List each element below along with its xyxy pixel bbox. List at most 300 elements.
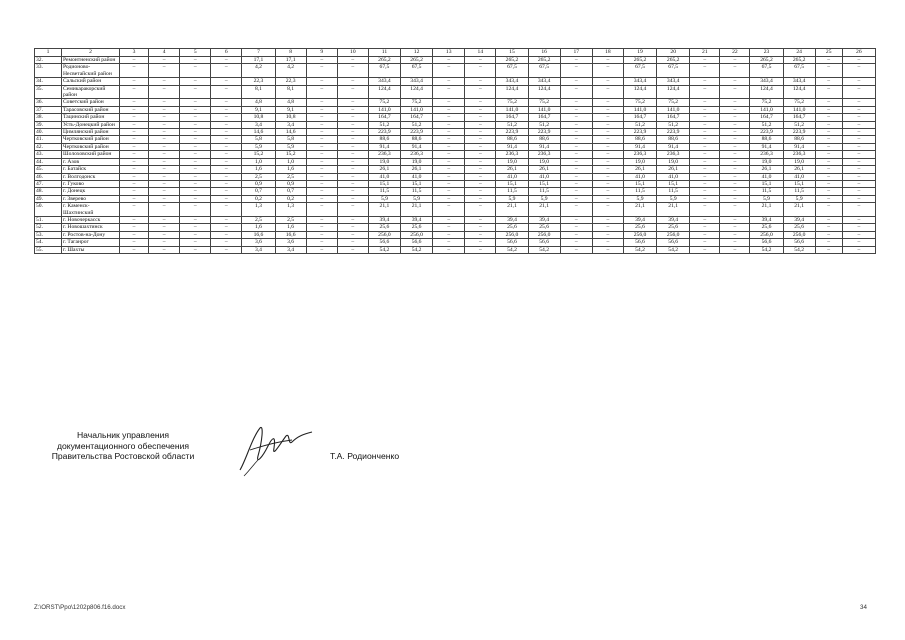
empty-cell: – <box>306 216 337 223</box>
empty-cell: – <box>690 216 720 223</box>
column-header: 15 <box>496 49 528 57</box>
empty-cell: – <box>560 78 592 85</box>
value-cell: 91,4 <box>528 143 560 150</box>
empty-cell: – <box>720 78 750 85</box>
empty-cell: – <box>211 188 242 195</box>
table-row <box>35 195 876 202</box>
value-cell: 91,4 <box>657 143 690 150</box>
value-cell: 236,3 <box>368 151 400 158</box>
empty-cell: – <box>465 78 496 85</box>
municipality-name: г. Зверево <box>61 195 119 202</box>
empty-cell: – <box>592 216 623 223</box>
municipality-name: Сальский район <box>61 78 119 85</box>
empty-cell: – <box>842 64 875 78</box>
column-header: 18 <box>592 49 623 57</box>
municipality-name: Родионово-Несветайский район <box>61 64 119 78</box>
empty-cell: – <box>690 57 720 64</box>
empty-cell: – <box>306 85 337 99</box>
empty-cell: – <box>211 85 242 99</box>
empty-cell: – <box>306 180 337 187</box>
value-cell: 19,0 <box>368 158 400 165</box>
value-cell: 141,0 <box>657 106 690 113</box>
column-header: 14 <box>465 49 496 57</box>
value-cell: 124,4 <box>528 85 560 99</box>
row-number: 45. <box>35 166 62 173</box>
empty-cell: – <box>690 188 720 195</box>
empty-cell: – <box>815 224 842 231</box>
empty-cell: – <box>592 143 623 150</box>
table-row <box>35 143 876 150</box>
empty-cell: – <box>842 216 875 223</box>
row-number: 54. <box>35 239 62 246</box>
value-cell: 256,0 <box>368 231 400 238</box>
empty-cell: – <box>842 78 875 85</box>
value-cell: 25,6 <box>623 224 656 231</box>
empty-cell: – <box>720 216 750 223</box>
municipality-name: г. Гуково <box>61 180 119 187</box>
empty-cell: – <box>560 129 592 136</box>
empty-cell: – <box>465 166 496 173</box>
value-cell: 41,0 <box>623 173 656 180</box>
empty-cell: – <box>211 180 242 187</box>
value-cell: 256,0 <box>496 231 528 238</box>
value-cell: 223,9 <box>783 129 815 136</box>
municipality-name: Усть-Донецкий район <box>61 121 119 128</box>
empty-cell: – <box>592 173 623 180</box>
empty-cell: – <box>720 129 750 136</box>
value-cell: 164,7 <box>750 114 783 121</box>
empty-cell: – <box>842 57 875 64</box>
value-cell: 141,0 <box>750 106 783 113</box>
empty-cell: – <box>120 121 149 128</box>
row-number: 40. <box>35 129 62 136</box>
value-cell: 56,6 <box>750 239 783 246</box>
empty-cell: – <box>180 173 211 180</box>
value-cell: 343,4 <box>623 78 656 85</box>
value-cell: 67,5 <box>623 64 656 78</box>
empty-cell: – <box>306 173 337 180</box>
empty-cell: – <box>842 231 875 238</box>
value-cell: 265,2 <box>496 57 528 64</box>
empty-cell: – <box>149 239 180 246</box>
value-cell: 56,6 <box>368 239 400 246</box>
empty-cell: – <box>306 231 337 238</box>
table-row <box>35 246 876 253</box>
value-cell: 11,5 <box>496 188 528 195</box>
table-row <box>35 57 876 64</box>
value-cell: 2,5 <box>242 216 275 223</box>
value-cell: 54,2 <box>401 246 433 253</box>
value-cell: 67,5 <box>783 64 815 78</box>
empty-cell: – <box>180 106 211 113</box>
empty-cell: – <box>465 231 496 238</box>
empty-cell: – <box>211 57 242 64</box>
value-cell: 19,0 <box>783 158 815 165</box>
table-row <box>35 158 876 165</box>
value-cell: 21,1 <box>750 203 783 217</box>
value-cell: 39,4 <box>401 216 433 223</box>
empty-cell: – <box>465 99 496 106</box>
empty-cell: – <box>465 114 496 121</box>
value-cell: 5,9 <box>623 195 656 202</box>
table-row <box>35 180 876 187</box>
value-cell: 26,1 <box>623 166 656 173</box>
empty-cell: – <box>815 136 842 143</box>
empty-cell: – <box>433 224 465 231</box>
value-cell: 4,2 <box>242 64 275 78</box>
value-cell: 51,2 <box>750 121 783 128</box>
empty-cell: – <box>211 114 242 121</box>
table-row <box>35 78 876 85</box>
value-cell: 8,1 <box>275 85 306 99</box>
empty-cell: – <box>180 195 211 202</box>
value-cell: 54,2 <box>657 246 690 253</box>
value-cell: 0,9 <box>275 180 306 187</box>
empty-cell: – <box>120 151 149 158</box>
empty-cell: – <box>690 180 720 187</box>
empty-cell: – <box>306 136 337 143</box>
empty-cell: – <box>433 180 465 187</box>
value-cell: 26,1 <box>528 166 560 173</box>
empty-cell: – <box>592 231 623 238</box>
column-header: 23 <box>750 49 783 57</box>
empty-cell: – <box>690 239 720 246</box>
empty-cell: – <box>560 136 592 143</box>
empty-cell: – <box>337 151 368 158</box>
value-cell: 141,0 <box>496 106 528 113</box>
empty-cell: – <box>433 136 465 143</box>
empty-cell: – <box>690 246 720 253</box>
value-cell: 4,2 <box>275 64 306 78</box>
value-cell: 26,1 <box>368 166 400 173</box>
empty-cell: – <box>592 106 623 113</box>
column-header: 25 <box>815 49 842 57</box>
table-row <box>35 203 876 217</box>
column-header: 12 <box>401 49 433 57</box>
value-cell: 236,3 <box>528 151 560 158</box>
row-number: 48. <box>35 188 62 195</box>
value-cell: 236,3 <box>657 151 690 158</box>
value-cell: 11,5 <box>528 188 560 195</box>
column-header: 20 <box>657 49 690 57</box>
column-header: 11 <box>368 49 400 57</box>
empty-cell: – <box>690 143 720 150</box>
empty-cell: – <box>180 216 211 223</box>
empty-cell: – <box>690 114 720 121</box>
table-row <box>35 151 876 158</box>
value-cell: 3,4 <box>275 121 306 128</box>
empty-cell: – <box>815 195 842 202</box>
value-cell: 223,9 <box>657 129 690 136</box>
value-cell: 15,1 <box>783 180 815 187</box>
empty-cell: – <box>433 85 465 99</box>
value-cell: 51,2 <box>401 121 433 128</box>
empty-cell: – <box>180 166 211 173</box>
table-row <box>35 173 876 180</box>
column-header: 1 <box>35 49 62 57</box>
empty-cell: – <box>180 158 211 165</box>
empty-cell: – <box>149 195 180 202</box>
value-cell: 141,0 <box>783 106 815 113</box>
empty-cell: – <box>120 224 149 231</box>
empty-cell: – <box>592 136 623 143</box>
empty-cell: – <box>149 203 180 217</box>
empty-cell: – <box>433 106 465 113</box>
municipality-name: Цимлянский район <box>61 129 119 136</box>
empty-cell: – <box>337 231 368 238</box>
empty-cell: – <box>120 143 149 150</box>
empty-cell: – <box>306 114 337 121</box>
value-cell: 41,0 <box>783 173 815 180</box>
empty-cell: – <box>815 64 842 78</box>
empty-cell: – <box>180 188 211 195</box>
value-cell: 265,2 <box>623 57 656 64</box>
municipality-name: г. Таганрог <box>61 239 119 246</box>
value-cell: 265,2 <box>401 57 433 64</box>
empty-cell: – <box>842 224 875 231</box>
empty-cell: – <box>560 99 592 106</box>
value-cell: 5,9 <box>401 195 433 202</box>
empty-cell: – <box>120 64 149 78</box>
empty-cell: – <box>337 203 368 217</box>
row-number: 32. <box>35 57 62 64</box>
value-cell: 1,6 <box>242 166 275 173</box>
empty-cell: – <box>433 231 465 238</box>
value-cell: 141,0 <box>368 106 400 113</box>
empty-cell: – <box>306 224 337 231</box>
empty-cell: – <box>560 195 592 202</box>
handwritten-signature-icon <box>232 420 316 480</box>
value-cell: 15,1 <box>657 180 690 187</box>
empty-cell: – <box>211 158 242 165</box>
empty-cell: – <box>465 106 496 113</box>
empty-cell: – <box>149 158 180 165</box>
empty-cell: – <box>211 136 242 143</box>
page-number: 34 <box>860 604 867 611</box>
value-cell: 41,0 <box>528 173 560 180</box>
value-cell: 67,5 <box>750 64 783 78</box>
empty-cell: – <box>149 64 180 78</box>
empty-cell: – <box>592 85 623 99</box>
empty-cell: – <box>149 121 180 128</box>
value-cell: 91,4 <box>368 143 400 150</box>
empty-cell: – <box>149 188 180 195</box>
empty-cell: – <box>815 85 842 99</box>
empty-cell: – <box>433 143 465 150</box>
empty-cell: – <box>842 180 875 187</box>
value-cell: 141,0 <box>528 106 560 113</box>
empty-cell: – <box>842 203 875 217</box>
empty-cell: – <box>842 129 875 136</box>
column-header: 17 <box>560 49 592 57</box>
empty-cell: – <box>592 224 623 231</box>
signatory-name: Т.А. Родионченко <box>330 451 400 461</box>
empty-cell: – <box>211 129 242 136</box>
value-cell: 15,2 <box>275 151 306 158</box>
empty-cell: – <box>120 188 149 195</box>
empty-cell: – <box>842 106 875 113</box>
value-cell: 19,0 <box>401 158 433 165</box>
value-cell: 67,5 <box>528 64 560 78</box>
empty-cell: – <box>337 114 368 121</box>
value-cell: 256,0 <box>401 231 433 238</box>
empty-cell: – <box>180 246 211 253</box>
value-cell: 223,9 <box>528 129 560 136</box>
value-cell: 124,4 <box>368 85 400 99</box>
column-header: 6 <box>211 49 242 57</box>
empty-cell: – <box>433 121 465 128</box>
empty-cell: – <box>690 121 720 128</box>
empty-cell: – <box>306 106 337 113</box>
value-cell: 5,9 <box>783 195 815 202</box>
empty-cell: – <box>720 239 750 246</box>
value-cell: 343,4 <box>657 78 690 85</box>
value-cell: 75,2 <box>401 99 433 106</box>
municipality-name: Чертковский район <box>61 143 119 150</box>
value-cell: 15,1 <box>368 180 400 187</box>
empty-cell: – <box>720 203 750 217</box>
column-header: 8 <box>275 49 306 57</box>
empty-cell: – <box>337 136 368 143</box>
empty-cell: – <box>842 99 875 106</box>
value-cell: 54,2 <box>623 246 656 253</box>
empty-cell: – <box>560 216 592 223</box>
value-cell: 11,5 <box>401 188 433 195</box>
value-cell: 39,4 <box>496 216 528 223</box>
empty-cell: – <box>180 143 211 150</box>
column-header: 10 <box>337 49 368 57</box>
value-cell: 25,6 <box>783 224 815 231</box>
table-row <box>35 224 876 231</box>
empty-cell: – <box>592 57 623 64</box>
empty-cell: – <box>560 203 592 217</box>
empty-cell: – <box>592 188 623 195</box>
value-cell: 26,1 <box>750 166 783 173</box>
empty-cell: – <box>337 78 368 85</box>
value-cell: 1,3 <box>242 203 275 217</box>
value-cell: 25,6 <box>368 224 400 231</box>
empty-cell: – <box>560 64 592 78</box>
row-number: 51. <box>35 216 62 223</box>
value-cell: 88,6 <box>496 136 528 143</box>
empty-cell: – <box>815 166 842 173</box>
value-cell: 16,6 <box>242 231 275 238</box>
value-cell: 51,2 <box>496 121 528 128</box>
row-number: 50. <box>35 203 62 217</box>
empty-cell: – <box>149 99 180 106</box>
empty-cell: – <box>120 114 149 121</box>
header-row <box>35 49 876 57</box>
empty-cell: – <box>306 121 337 128</box>
empty-cell: – <box>149 166 180 173</box>
empty-cell: – <box>720 166 750 173</box>
empty-cell: – <box>842 151 875 158</box>
empty-cell: – <box>690 64 720 78</box>
row-number: 53. <box>35 231 62 238</box>
empty-cell: – <box>560 166 592 173</box>
empty-cell: – <box>306 195 337 202</box>
value-cell: 88,6 <box>657 136 690 143</box>
empty-cell: – <box>120 180 149 187</box>
value-cell: 19,0 <box>657 158 690 165</box>
empty-cell: – <box>465 180 496 187</box>
empty-cell: – <box>842 173 875 180</box>
value-cell: 0,7 <box>242 188 275 195</box>
value-cell: 21,1 <box>401 203 433 217</box>
value-cell: 67,5 <box>368 64 400 78</box>
value-cell: 25,6 <box>528 224 560 231</box>
empty-cell: – <box>842 121 875 128</box>
empty-cell: – <box>690 78 720 85</box>
empty-cell: – <box>690 158 720 165</box>
empty-cell: – <box>592 121 623 128</box>
empty-cell: – <box>815 203 842 217</box>
value-cell: 54,2 <box>783 246 815 253</box>
empty-cell: – <box>211 216 242 223</box>
empty-cell: – <box>465 85 496 99</box>
column-header: 13 <box>433 49 465 57</box>
value-cell: 10,8 <box>275 114 306 121</box>
value-cell: 236,3 <box>750 151 783 158</box>
value-cell: 17,1 <box>242 57 275 64</box>
empty-cell: – <box>592 239 623 246</box>
value-cell: 56,6 <box>401 239 433 246</box>
value-cell: 1,0 <box>242 158 275 165</box>
empty-cell: – <box>149 136 180 143</box>
empty-cell: – <box>720 180 750 187</box>
value-cell: 16,6 <box>275 231 306 238</box>
empty-cell: – <box>180 224 211 231</box>
value-cell: 5,8 <box>242 136 275 143</box>
table-row <box>35 129 876 136</box>
row-number: 38. <box>35 114 62 121</box>
empty-cell: – <box>465 239 496 246</box>
empty-cell: – <box>433 195 465 202</box>
empty-cell: – <box>337 64 368 78</box>
empty-cell: – <box>337 188 368 195</box>
empty-cell: – <box>465 143 496 150</box>
empty-cell: – <box>690 231 720 238</box>
empty-cell: – <box>211 239 242 246</box>
municipality-name: г. Азов <box>61 158 119 165</box>
column-header: 16 <box>528 49 560 57</box>
column-header: 4 <box>149 49 180 57</box>
value-cell: 88,6 <box>368 136 400 143</box>
empty-cell: – <box>690 166 720 173</box>
empty-cell: – <box>815 231 842 238</box>
value-cell: 2,5 <box>275 173 306 180</box>
empty-cell: – <box>720 151 750 158</box>
value-cell: 265,2 <box>528 57 560 64</box>
value-cell: 236,3 <box>783 151 815 158</box>
empty-cell: – <box>842 239 875 246</box>
empty-cell: – <box>842 158 875 165</box>
value-cell: 256,0 <box>528 231 560 238</box>
empty-cell: – <box>592 166 623 173</box>
row-number: 34. <box>35 78 62 85</box>
empty-cell: – <box>433 203 465 217</box>
empty-cell: – <box>337 129 368 136</box>
table-row <box>35 121 876 128</box>
value-cell: 8,1 <box>242 85 275 99</box>
value-cell: 265,2 <box>657 57 690 64</box>
empty-cell: – <box>120 129 149 136</box>
value-cell: 256,0 <box>623 231 656 238</box>
empty-cell: – <box>815 216 842 223</box>
municipality-name: г. Каменск-Шахтинский <box>61 203 119 217</box>
value-cell: 0,9 <box>242 180 275 187</box>
value-cell: 141,0 <box>623 106 656 113</box>
